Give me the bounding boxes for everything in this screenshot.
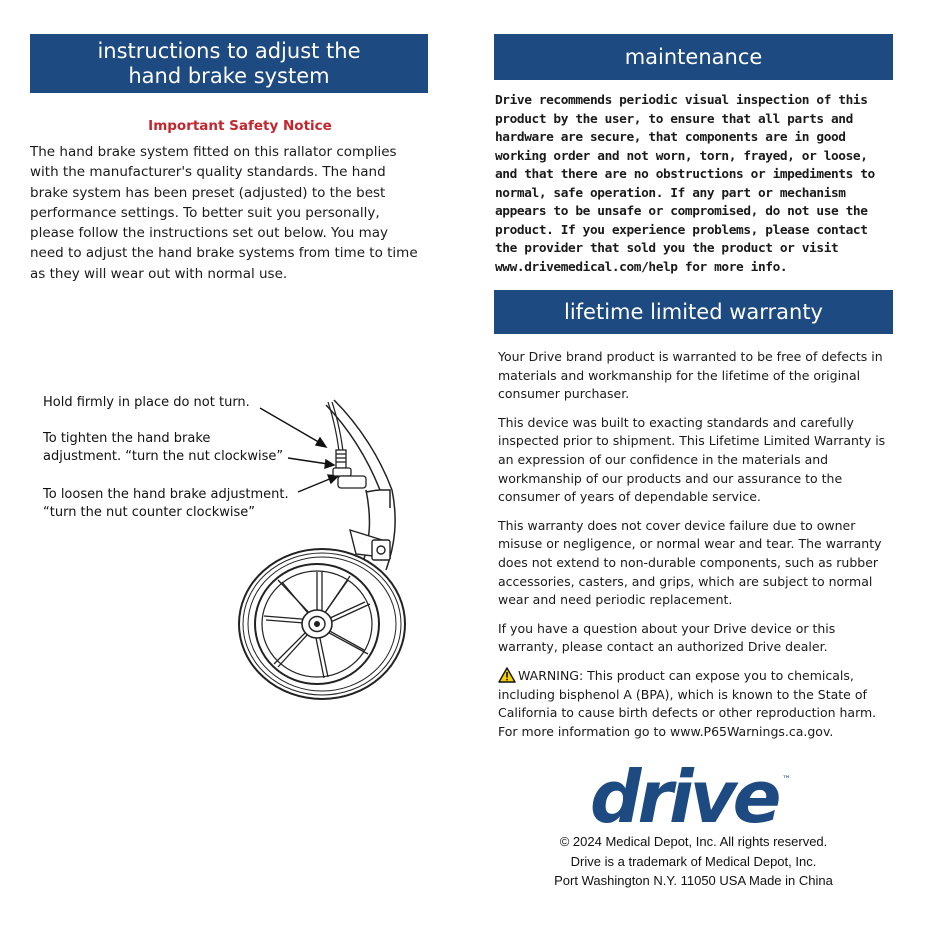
warranty-body [498, 348, 893, 751]
warranty-paragraph: Your Drive brand product is warranted to be free of defects in materials and workmanship for the lifetime of the original consumer purchaser. [498, 349, 883, 402]
wheel-brake-illustration [230, 390, 430, 700]
brake-adjuster-nut [333, 450, 366, 488]
warranty-banner [494, 290, 893, 334]
warning-text: WARNING: This product can expose you to chemicals, including bisphenol A (BPA), which is known to the State of California to cause birth defects or other reproduction harm. For more information go to www.P65Warnings.ca.gov. [498, 667, 877, 739]
callout-loosen: To loosen the hand brake adjustment. “turn the nut counter clockwise” [43, 487, 289, 521]
maintenance-title: maintenance [624, 44, 763, 69]
maintenance-paragraph: Drive recommends periodic visual inspection of this product by the user, to ensure that all parts and hardware are secure, that components are in good working order and not worn, torn, frayed, or loose, and that there are no obstructions or impediments to normal, safe operation. If any part or mechanism appears to be unsafe or compromised, do not use the product. If you experience problems, please contact the provider that sold you the product or visit www.drivemedical.com/help for more info. [495, 93, 875, 275]
address-line: Port Washington N.Y. 11050 USA Made in China [554, 873, 833, 888]
warranty-title: lifetime limited warranty [563, 299, 823, 324]
logo-trademark: ™ [782, 775, 791, 785]
drive-logo [588, 760, 798, 830]
trademark-line: Drive is a trademark of Medical Depot, Inc. [570, 854, 817, 869]
callout-arrows [260, 408, 338, 492]
callout-tighten: To tighten the hand brake adjustment. “turn the nut clockwise” [43, 431, 284, 465]
wheel [239, 549, 405, 699]
instructions-banner [30, 34, 428, 93]
callout-hold-firmly: Hold firmly in place do not turn. [43, 395, 250, 410]
warranty-paragraph: This warranty does not cover device failure due to owner misuse or negligence, or normal wear and tear. The warranty does not extend to non-durable components, such as rubber accessories, casters, and grips, which are subject to normal wear and need periodic replacement. [498, 517, 882, 608]
instructions-title-line2: hand brake system [128, 63, 330, 88]
instructions-title-line1: instructions to adjust the [97, 38, 361, 63]
warranty-paragraph: If you have a question about your Drive device or this warranty, please contact an authorized Drive dealer. [498, 620, 836, 655]
warning-paragraph [498, 667, 893, 741]
safety-notice-paragraph: The hand brake system fitted on this rallator complies with the manufacturer's quality standards. The hand brake system has been preset (adjusted) to the best performance settings. To better suit you personally, please follow the instructions set out below. You may need to adjust the hand brake systems from time to time as they will wear out with normal use. [30, 144, 418, 282]
maintenance-banner [494, 34, 893, 80]
copyright-line: © 2024 Medical Depot, Inc. All rights reserved. [559, 834, 828, 849]
logo-wordmark: drive [590, 760, 778, 830]
safety-notice-title: Important Safety Notice [148, 118, 332, 134]
warning-triangle-icon [498, 667, 516, 683]
warranty-paragraph: This device was built to exacting standards and carefully inspected prior to shipment. This Lifetime Limited Warranty is an expression of our confidence in the materials and workmanship of our products and our assurance to the consumer of years of dependable service. [498, 414, 886, 505]
